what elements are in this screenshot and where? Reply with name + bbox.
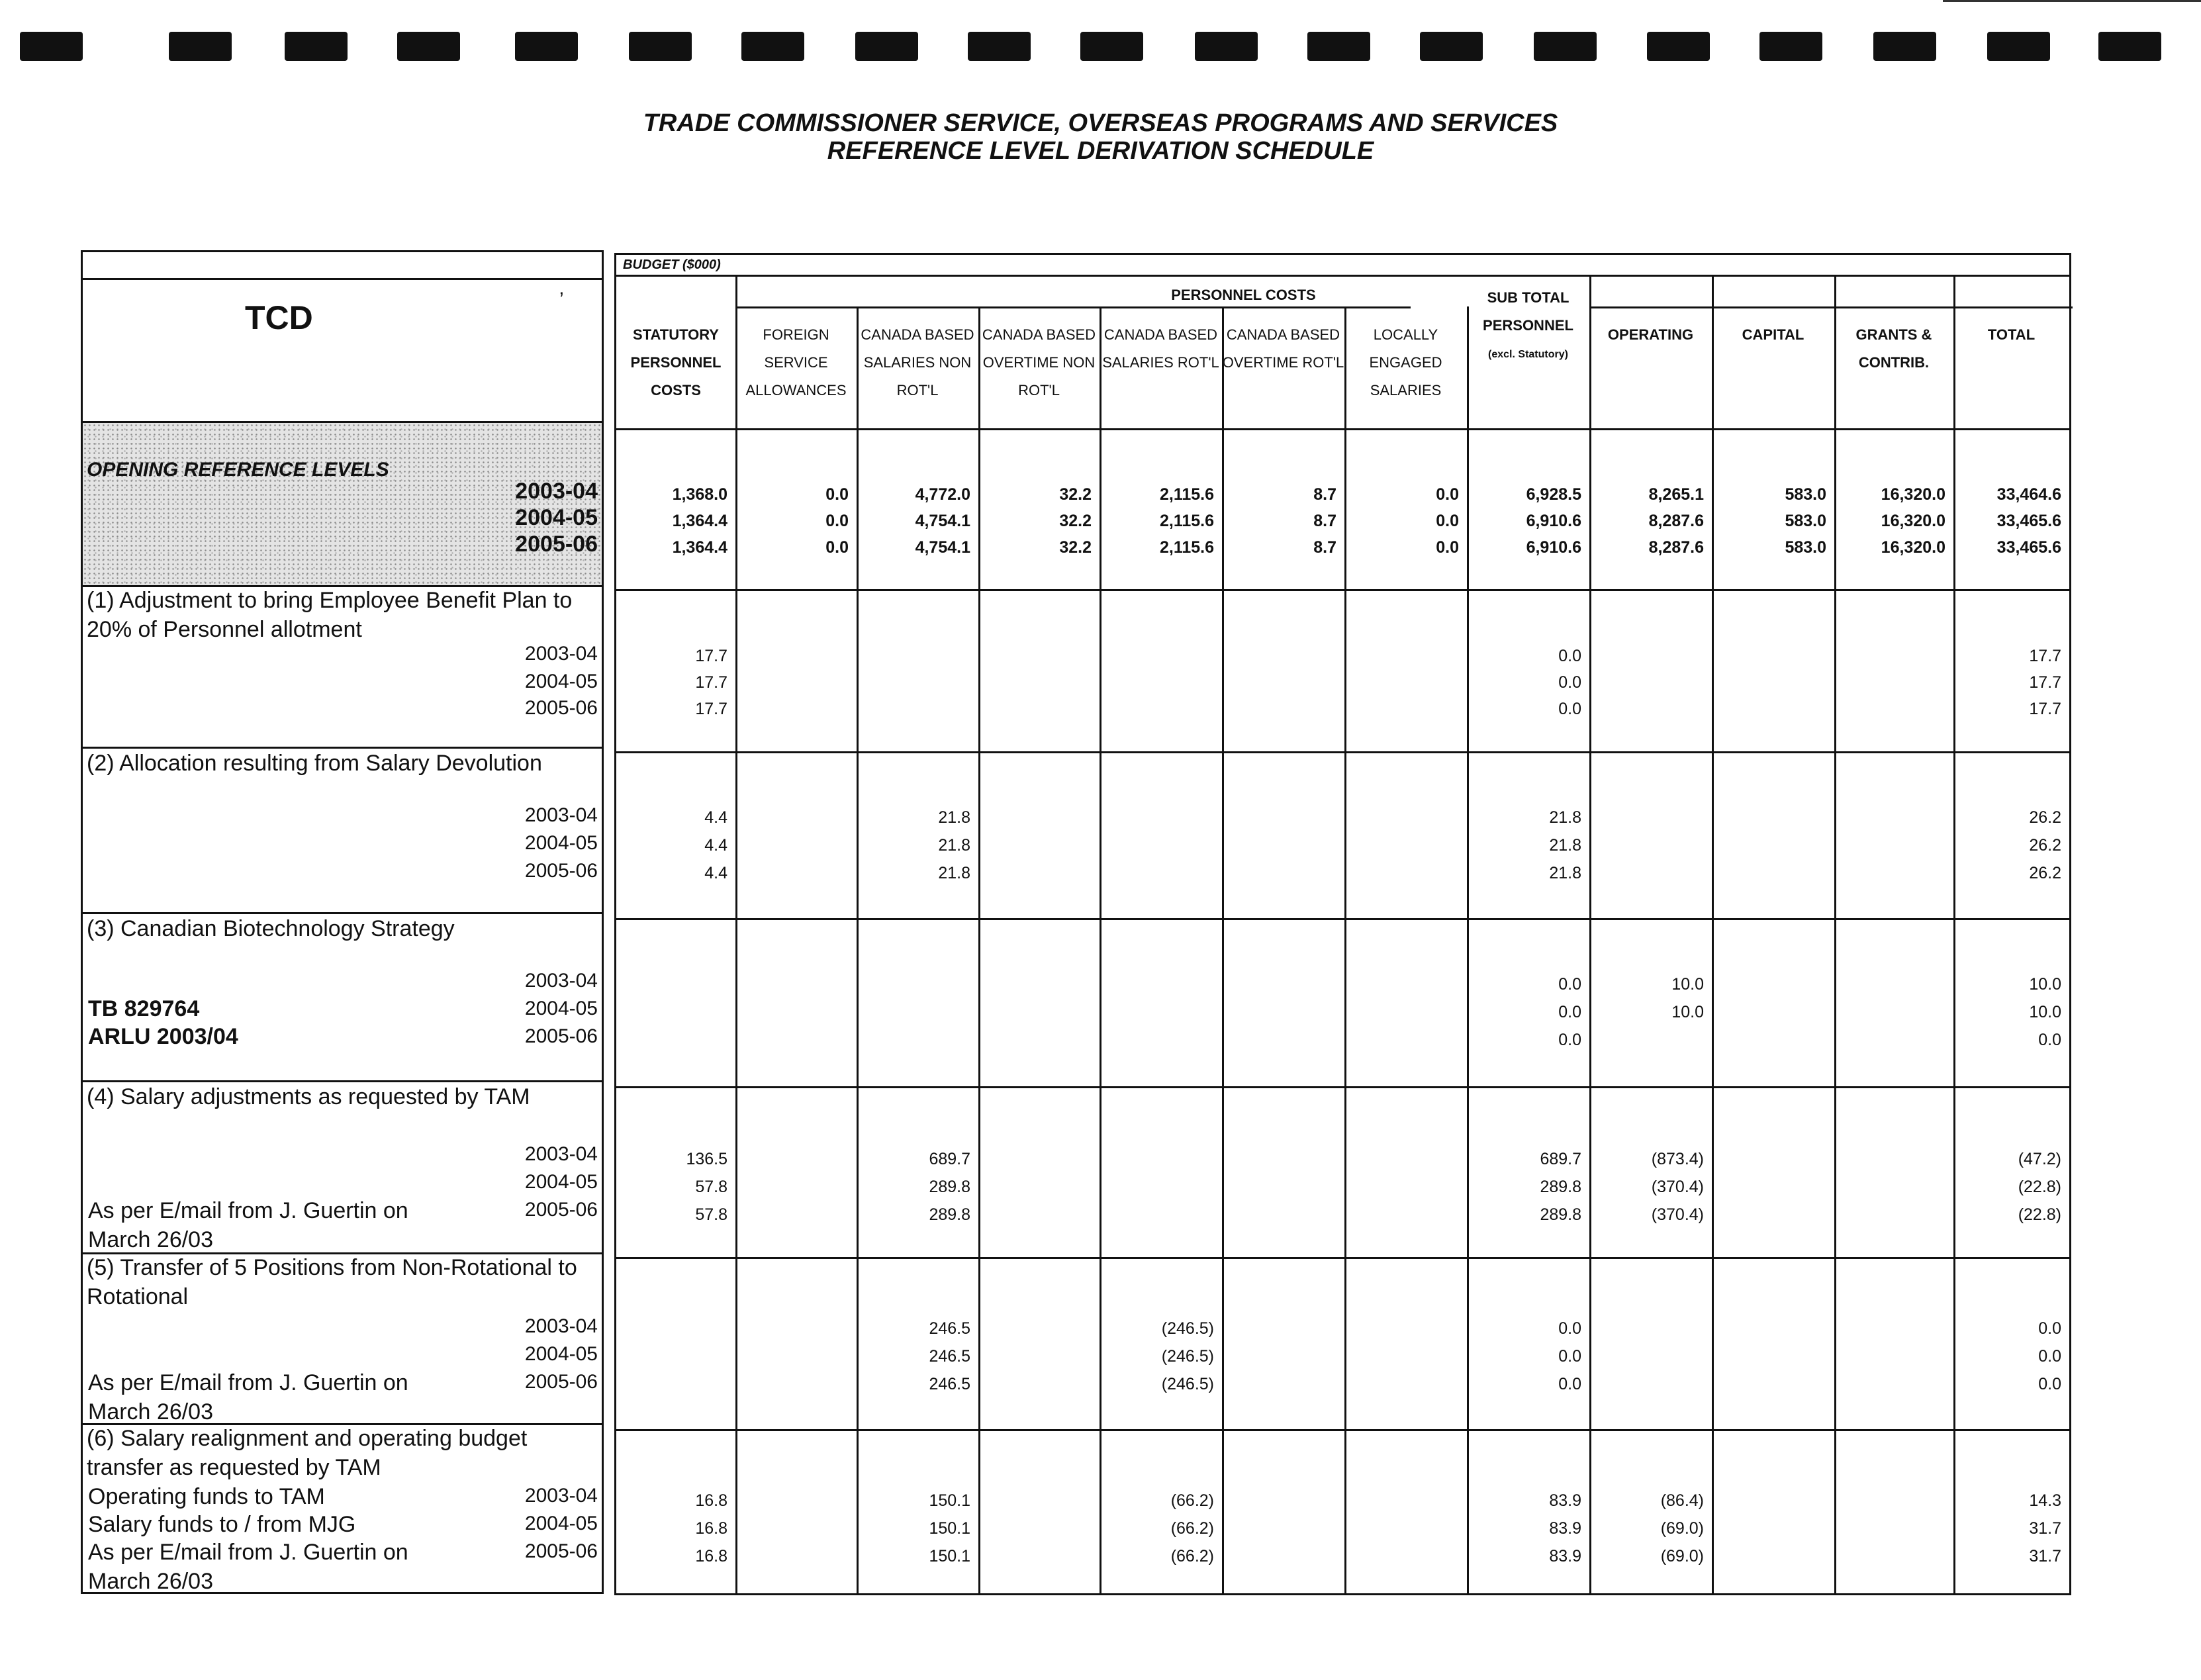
- value-cell: 0.0: [1558, 1347, 1581, 1366]
- row-rule: [616, 1257, 2069, 1259]
- row-rule: [616, 428, 2069, 430]
- value-cell: 4.4: [704, 836, 727, 855]
- value-cell: 57.8: [695, 1178, 727, 1196]
- year-label: 2005-06: [524, 1371, 598, 1393]
- value-cell: 8.7: [1313, 485, 1336, 504]
- punch-bar: [1534, 32, 1597, 61]
- value-cell: 0.0: [1558, 673, 1581, 692]
- value-cell: 16.8: [695, 1491, 727, 1510]
- year-label: 2003-04: [515, 479, 598, 504]
- stray-mark: ’: [559, 289, 564, 310]
- value-cell: 4,754.1: [915, 538, 970, 557]
- value-cell: 14.3: [2029, 1491, 2061, 1510]
- value-cell: 0.0: [825, 485, 849, 504]
- value-cell: 10.0: [1671, 975, 1704, 994]
- personnel-costs-rule: [735, 306, 1411, 308]
- value-cell: 0.0: [1558, 647, 1581, 665]
- description-table: [81, 250, 604, 1594]
- value-cell: 689.7: [929, 1150, 970, 1168]
- section-label: (6) Salary realignment and operating budget transfer as requested by TAM: [87, 1426, 528, 1480]
- value-cell: 8.7: [1313, 512, 1336, 530]
- value-cell: 0.0: [1558, 1319, 1581, 1338]
- note-text: ARLU 2003/04: [88, 1024, 238, 1049]
- column-divider: [1589, 275, 1591, 1593]
- column-header: GRANTS & CONTRIB.: [1855, 326, 1932, 371]
- year-label: 2003-04: [524, 1143, 598, 1165]
- value-cell: 16,320.0: [1881, 485, 1945, 504]
- column-divider: [735, 275, 737, 1593]
- value-cell: 6,910.6: [1526, 538, 1581, 557]
- column-header: CANADA BASED OVERTIME ROT'L: [1222, 326, 1344, 371]
- row-rule: [616, 1429, 2069, 1431]
- value-cell: 16,320.0: [1881, 538, 1945, 557]
- column-header: CANADA BASED OVERTIME NON ROT'L: [982, 326, 1096, 398]
- section-label: (5) Transfer of 5 Positions from Non-Rotational to Rotational: [87, 1255, 577, 1309]
- column-header: FOREIGN SERVICE ALLOWANCES: [745, 326, 847, 398]
- value-cell: 83.9: [1549, 1491, 1581, 1510]
- punch-bar: [1307, 32, 1370, 61]
- value-cell: 32.2: [1059, 538, 1092, 557]
- value-cell: 2,115.6: [1159, 485, 1214, 504]
- note-text: As per E/mail from J. Guertin on March 26/03: [88, 1540, 408, 1594]
- year-label: 2005-06: [524, 697, 598, 719]
- section-label: (4) Salary adjustments as requested by TAM: [87, 1084, 530, 1109]
- value-cell: 16.8: [695, 1547, 727, 1565]
- punch-bar: [968, 32, 1031, 61]
- value-cell: 0.0: [1436, 512, 1459, 530]
- value-cell: 289.8: [929, 1178, 970, 1196]
- year-label: 2005-06: [524, 860, 598, 882]
- value-cell: (22.8): [2018, 1178, 2061, 1196]
- value-cell: 26.2: [2029, 836, 2061, 855]
- value-cell: (66.2): [1170, 1491, 1214, 1510]
- year-label: 2005-06: [524, 1025, 598, 1047]
- value-cell: 33,465.6: [1996, 512, 2061, 530]
- value-cell: (22.8): [2018, 1205, 2061, 1224]
- value-cell: 0.0: [2038, 1319, 2061, 1338]
- value-cell: 83.9: [1549, 1547, 1581, 1565]
- value-cell: 4.4: [704, 864, 727, 882]
- column-header: LOCALLY ENGAGED SALARIES: [1369, 326, 1442, 398]
- column-header: TOTAL: [1987, 326, 2036, 343]
- value-cell: 150.1: [929, 1547, 970, 1565]
- note-text: As per E/mail from J. Guertin on March 26/03: [88, 1370, 408, 1424]
- value-cell: 0.0: [2038, 1375, 2061, 1393]
- value-cell: 1,364.4: [672, 512, 727, 530]
- column-divider: [1953, 275, 1955, 1593]
- value-cell: (246.5): [1161, 1375, 1214, 1393]
- value-cell: 31.7: [2029, 1547, 2061, 1565]
- value-cell: 21.8: [1549, 808, 1581, 827]
- top-edge-line: [1943, 0, 2201, 2]
- value-cell: 17.7: [695, 700, 727, 718]
- value-cell: 4.4: [704, 808, 727, 827]
- punch-bar: [1420, 32, 1483, 61]
- punch-bar: [2098, 32, 2161, 61]
- value-cell: 6,928.5: [1526, 485, 1581, 504]
- row-rule: [616, 751, 2069, 753]
- value-cell: 21.8: [1549, 836, 1581, 855]
- value-cell: 0.0: [1558, 975, 1581, 994]
- value-cell: (66.2): [1170, 1547, 1214, 1565]
- value-cell: 289.8: [1540, 1178, 1581, 1196]
- grants-rule: [1589, 306, 2073, 308]
- year-label: 2004-05: [524, 1343, 598, 1365]
- budget-rule: [616, 275, 2069, 277]
- year-label: 2003-04: [524, 1315, 598, 1337]
- value-cell: 32.2: [1059, 512, 1092, 530]
- value-cell: 17.7: [2029, 673, 2061, 692]
- year-label: 2003-04: [524, 970, 598, 992]
- subtotal-note: (excl. Statutory): [1488, 349, 1568, 360]
- value-cell: 0.0: [1436, 538, 1459, 557]
- punch-bar: [1873, 32, 1936, 61]
- value-cell: (370.4): [1651, 1205, 1704, 1224]
- value-cell: 246.5: [929, 1319, 970, 1338]
- value-cell: 0.0: [825, 512, 849, 530]
- value-cell: (47.2): [2018, 1150, 2061, 1168]
- year-label: 2005-06: [524, 1540, 598, 1562]
- column-divider: [1712, 275, 1714, 1593]
- value-cell: 32.2: [1059, 485, 1092, 504]
- value-cell: 8,265.1: [1648, 485, 1704, 504]
- year-label: 2004-05: [524, 1513, 598, 1534]
- value-cell: 0.0: [2038, 1031, 2061, 1049]
- punch-bar-strip: [20, 32, 2184, 64]
- column-header: OPERATING: [1607, 326, 1694, 343]
- value-cell: 10.0: [2029, 1003, 2061, 1021]
- row-rule: [616, 1086, 2069, 1088]
- column-header: STATUTORY PERSONNEL COSTS: [630, 326, 722, 398]
- value-cell: 1,368.0: [672, 485, 727, 504]
- budget-table: [614, 253, 2071, 1595]
- value-cell: 6,910.6: [1526, 512, 1581, 530]
- value-cell: 10.0: [2029, 975, 2061, 994]
- value-cell: 31.7: [2029, 1519, 2061, 1538]
- value-cell: (69.0): [1660, 1547, 1704, 1565]
- value-cell: 17.7: [695, 647, 727, 665]
- column-header: CANADA BASED SALARIES ROT'L: [1102, 326, 1219, 371]
- value-cell: 17.7: [695, 673, 727, 692]
- value-cell: (873.4): [1651, 1150, 1704, 1168]
- value-cell: 0.0: [1558, 1003, 1581, 1021]
- year-label: 2003-04: [524, 643, 598, 665]
- value-cell: 33,464.6: [1996, 485, 2061, 504]
- value-cell: (69.0): [1660, 1519, 1704, 1538]
- value-cell: 4,754.1: [915, 512, 970, 530]
- year-label: 2004-05: [524, 671, 598, 692]
- value-cell: 17.7: [2029, 700, 2061, 718]
- value-cell: 8.7: [1313, 538, 1336, 557]
- value-cell: (246.5): [1161, 1347, 1214, 1366]
- org-code: TCD: [245, 299, 313, 336]
- value-cell: 21.8: [938, 864, 970, 882]
- year-label: 2003-04: [524, 804, 598, 826]
- column-header: CANADA BASED SALARIES NON ROT'L: [861, 326, 974, 398]
- value-cell: 4,772.0: [915, 485, 970, 504]
- value-cell: 689.7: [1540, 1150, 1581, 1168]
- value-cell: 26.2: [2029, 864, 2061, 882]
- document-subtitle: REFERENCE LEVEL DERIVATION SCHEDULE: [827, 137, 1374, 165]
- value-cell: 289.8: [929, 1205, 970, 1224]
- punch-bar: [1080, 32, 1143, 61]
- value-cell: 246.5: [929, 1347, 970, 1366]
- value-cell: 83.9: [1549, 1519, 1581, 1538]
- value-cell: (246.5): [1161, 1319, 1214, 1338]
- note-text: As per E/mail from J. Guertin on March 26/03: [88, 1198, 408, 1252]
- value-cell: 583.0: [1785, 538, 1826, 557]
- value-cell: 0.0: [1558, 1031, 1581, 1049]
- punch-bar: [1195, 32, 1258, 61]
- year-label: 2004-05: [515, 505, 598, 530]
- year-label: 2004-05: [524, 832, 598, 854]
- year-label: 2005-06: [524, 1199, 598, 1221]
- value-cell: 2,115.6: [1159, 538, 1214, 557]
- value-cell: 16.8: [695, 1519, 727, 1538]
- year-label: 2004-05: [524, 998, 598, 1019]
- value-cell: 289.8: [1540, 1205, 1581, 1224]
- value-cell: 0.0: [825, 538, 849, 557]
- section-label: (1) Adjustment to bring Employee Benefit Plan to 20% of Personnel allotment: [87, 588, 573, 642]
- value-cell: 150.1: [929, 1519, 970, 1538]
- value-cell: (370.4): [1651, 1178, 1704, 1196]
- year-label: 2003-04: [524, 1485, 598, 1507]
- punch-bar: [285, 32, 348, 61]
- value-cell: 26.2: [2029, 808, 2061, 827]
- punch-bar: [741, 32, 804, 61]
- value-cell: 136.5: [686, 1150, 727, 1168]
- punch-bar: [1987, 32, 2050, 61]
- punch-bar: [515, 32, 578, 61]
- value-cell: 8,287.6: [1648, 538, 1704, 557]
- value-cell: 33,465.6: [1996, 538, 2061, 557]
- value-cell: 1,364.4: [672, 538, 727, 557]
- punch-bar: [629, 32, 692, 61]
- year-label: 2004-05: [524, 1171, 598, 1193]
- value-cell: 10.0: [1671, 1003, 1704, 1021]
- section-border: [83, 252, 602, 1425]
- value-cell: 0.0: [2038, 1347, 2061, 1366]
- document-title: TRADE COMMISSIONER SERVICE, OVERSEAS PROGRAMS AND SERVICES: [643, 109, 1558, 137]
- value-cell: 21.8: [938, 808, 970, 827]
- value-cell: 0.0: [1436, 485, 1459, 504]
- value-cell: (66.2): [1170, 1519, 1214, 1538]
- section-label: (3) Canadian Biotechnology Strategy: [87, 916, 455, 941]
- punch-bar: [20, 32, 83, 61]
- budget-label: BUDGET ($000): [623, 257, 721, 272]
- year-label: 2005-06: [515, 532, 598, 557]
- punch-bar: [1759, 32, 1822, 61]
- row-rule: [616, 589, 2069, 591]
- note-text: Salary funds to / from MJG: [88, 1512, 356, 1537]
- value-cell: 17.7: [2029, 647, 2061, 665]
- value-cell: 21.8: [938, 836, 970, 855]
- column-header: SUB TOTAL PERSONNEL: [1483, 289, 1573, 334]
- value-cell: 57.8: [695, 1205, 727, 1224]
- note-text: TB 829764: [88, 996, 200, 1021]
- value-cell: 21.8: [1549, 864, 1581, 882]
- value-cell: 246.5: [929, 1375, 970, 1393]
- value-cell: 0.0: [1558, 1375, 1581, 1393]
- value-cell: (86.4): [1660, 1491, 1704, 1510]
- punch-bar: [397, 32, 460, 61]
- punch-bar: [169, 32, 232, 61]
- note-text: Operating funds to TAM: [88, 1484, 325, 1509]
- punch-bar: [855, 32, 918, 61]
- value-cell: 0.0: [1558, 700, 1581, 718]
- personnel-costs-label: PERSONNEL COSTS: [1171, 287, 1316, 303]
- value-cell: 150.1: [929, 1491, 970, 1510]
- column-header: CAPITAL: [1742, 326, 1804, 343]
- value-cell: 16,320.0: [1881, 512, 1945, 530]
- value-cell: 2,115.6: [1159, 512, 1214, 530]
- opening-levels-label: OPENING REFERENCE LEVELS: [87, 459, 389, 481]
- value-cell: 583.0: [1785, 512, 1826, 530]
- column-divider: [1834, 275, 1836, 1593]
- value-cell: 8,287.6: [1648, 512, 1704, 530]
- punch-bar: [1647, 32, 1710, 61]
- section-label: (2) Allocation resulting from Salary Devolution: [87, 751, 542, 776]
- row-rule: [616, 918, 2069, 920]
- value-cell: 583.0: [1785, 485, 1826, 504]
